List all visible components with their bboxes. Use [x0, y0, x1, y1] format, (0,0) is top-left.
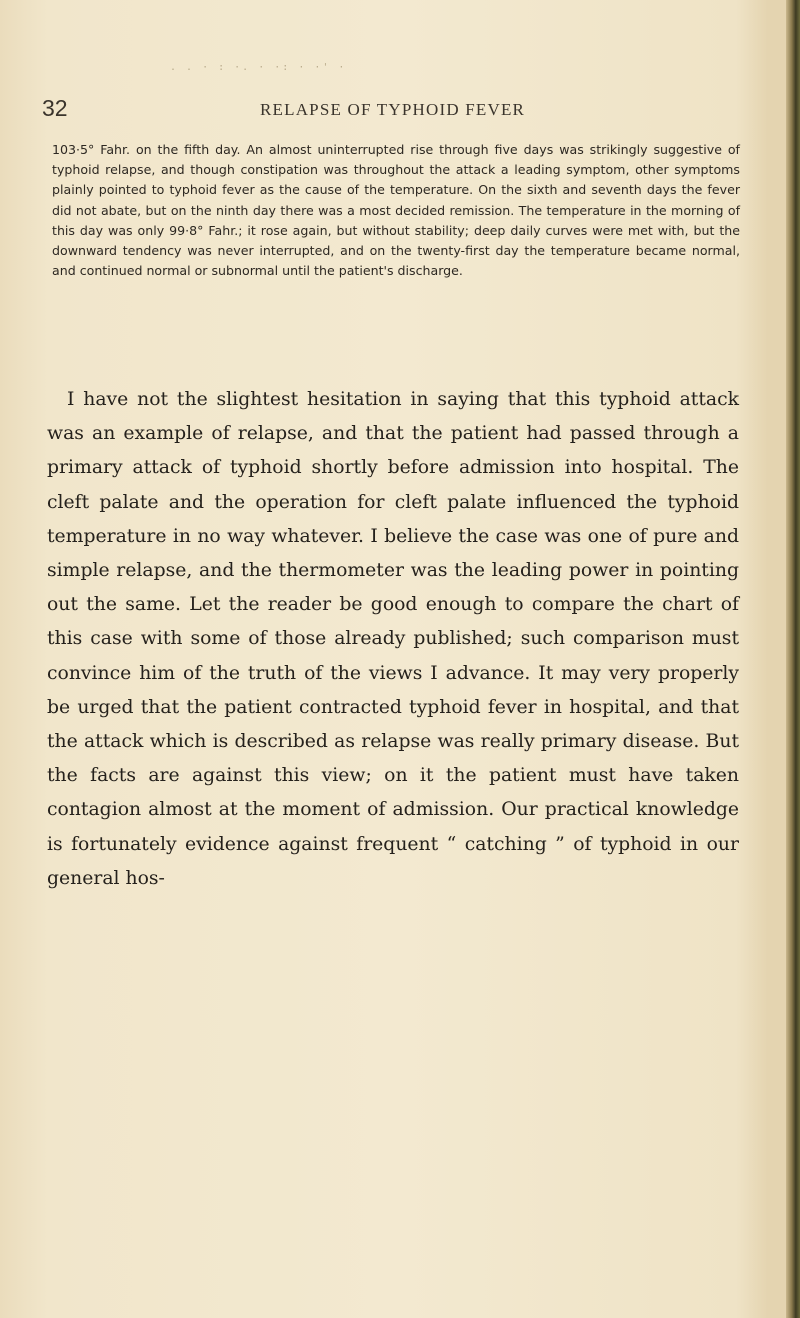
page-number: 32	[42, 95, 68, 121]
print-speckle-decoration: . . · : ·. · ·: · ·' ·	[170, 62, 347, 73]
body-paragraph-small-print: 103·5° Fahr. on the fifth day. An almost uninterrupted rise through five days was strikingly suggestive of typhoid relapse, and though constipation was throughout the attack a leading symptom, other symptoms plainly pointed to typhoid fever as the cause of the temperature. On the sixth and seventh days the fever did not abate, but on the ninth day there was a most decided remission. The temperature in the morning of this day was only 99·8° Fahr.; it rose again, but without stability; deep daily curves were met with, but the downward tendency was never interrupted, and on the twenty-first day the temperature became normal, and continued normal or subnormal until the patient's discharge.	[52, 142, 740, 279]
body-paragraph-main: I have not the slightest hesitation in saying that this typhoid attack was an example of relapse, and that the patient had passed through a primary attack of typhoid shortly before admission into hospital. The cleft palate and the operation for cleft palate influenced the typhoid temperature in no way whatever. I believe the case was one of pure and simple relapse, and the thermometer was the leading power in pointing out the same. Let the reader be good enough to compare the chart of this case with some of those already published; such comparison must convince him of the truth of the views I advance. It may very properly be urged that the patient contracted typhoid fever in hospital, and that the attack which is described as relapse was really primary disease. But the facts are against this view; on it the patient must have taken contagion almost at the moment of admission. Our practical knowledge is fortunately evidence against frequent “ catching ” of typhoid in our general hos-	[47, 389, 739, 889]
page-edge-shadow	[786, 0, 800, 1318]
running-head: RELAPSE OF TYPHOID FEVER	[260, 100, 526, 119]
